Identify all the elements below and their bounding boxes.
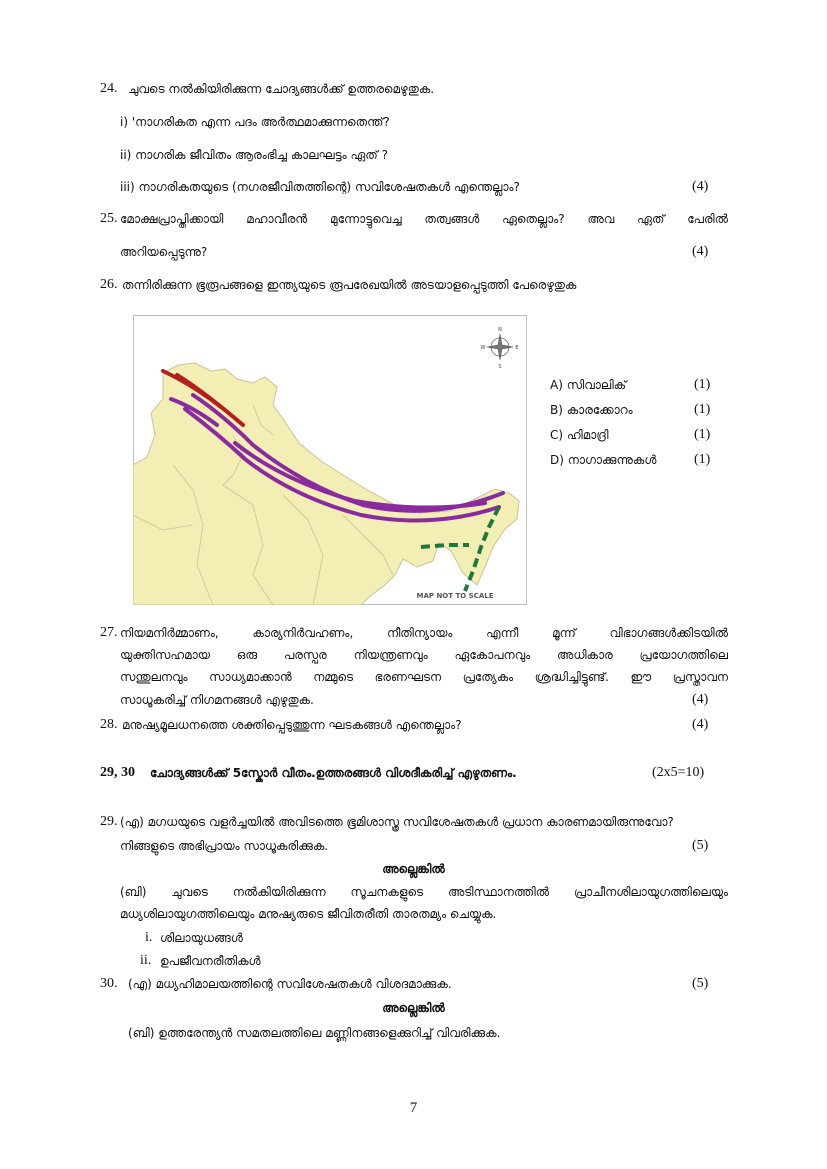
question-text-line2: അറിയപ്പെടുന്നു?	[120, 245, 208, 259]
compass-south: S	[498, 364, 502, 370]
marks: (5)	[692, 838, 709, 853]
marks: (5)	[692, 976, 709, 991]
question-text-line4: സാധൂകരിച്ച് നിഗമനങ്ങൾ എഴുതുക.	[120, 693, 314, 707]
marks: (4)	[692, 244, 709, 259]
list-number: i.	[145, 930, 153, 945]
or-separator: അല്ലെങ്കിൽ	[382, 862, 445, 876]
option-c-marks: (1)	[694, 427, 711, 442]
question-text: ചുവടെ നൽകിയിരിക്കുന്ന ചോദ്യങ്ങൾക്ക് ഉത്തരമെഴുതുക.	[128, 82, 435, 96]
question-number: 27.	[100, 625, 118, 640]
option-d-marks: (1)	[694, 452, 711, 467]
question-text-line1: നിയമനിർമ്മാണം, കാര്യനിർവഹണം, നീതിന്യായം എന്നീ മൂന്ന് വിഭാഗങ്ങൾക്കിടയിൽ	[120, 626, 728, 640]
option-c: C) ഹിമാദ്രി	[550, 428, 609, 442]
marks: (4)	[692, 179, 709, 194]
question-text-line2: യുക്തിസഹമായ ഒരു പരസ്പര നിയന്ത്രണവും ഏകോപനവും അധികാര പ്രയോഗത്തിലെ	[120, 648, 728, 662]
compass-west: W	[480, 345, 486, 351]
list-item: ശിലായുധങ്ങൾ	[160, 931, 243, 945]
question-number: 24.	[100, 81, 118, 96]
or-separator: അല്ലെങ്കിൽ	[382, 1001, 445, 1015]
sub-question-ii: ii) നാഗരിക ജീവിതം ആരംഭിച്ച കാലഘട്ടം ഏത് ?	[120, 148, 388, 162]
question-text-line3: സന്തുലനവും സാധ്യമാക്കാൻ നമ്മുടെ ഭരണഘടന പ്രത്യേകം ശ്രദ്ധിച്ചിട്ടുണ്ട്. ഈ പ്രസ്താവന	[120, 670, 728, 684]
option-a: (എ) മധ്യഹിമാലയത്തിന്റെ സവിശേഷതകൾ വിശദമാക്കുക.	[128, 977, 452, 991]
option-a: A) സിവാലിക്	[550, 378, 627, 392]
question-text-line1: മോക്ഷപ്രാപ്തിക്കായി മഹാവീരൻ മുന്നോട്ടുവെച്ച തത്വങ്ങൾ ഏതെല്ലാം? അവ ഏത് പേരിൽ	[120, 212, 728, 226]
sub-question-i: i) 'നാഗരികത എന്ന പദം അർത്ഥമാക്കുന്നതെന്ത്?	[120, 115, 390, 129]
question-number: 28.	[100, 717, 118, 732]
question-number: 30.	[100, 976, 118, 991]
option-b-line2: മധ്യശിലായുഗത്തിലെയും മനുഷ്യരുടെ ജീവിതരീതി താരതമ്യം ചെയ്യുക.	[120, 907, 497, 921]
list-item: ഉപജീവനരീതികൾ	[160, 954, 261, 968]
page-number: 7	[409, 1100, 418, 1116]
option-a-marks: (1)	[694, 377, 711, 392]
section-text: ചോദ്യങ്ങൾക്ക് 5സ്കോർ വീതം.ഉത്തരങ്ങൾ വിശദീകരിച്ച് എഴുതണം.	[150, 766, 517, 780]
compass-north: N	[498, 327, 502, 333]
sub-question-iii: iii) നാഗരികതയുടെ (നഗരജീവിതത്തിന്റെ) സവിശേഷതകൾ എന്തെല്ലാം?	[120, 180, 520, 194]
question-text: മനുഷ്യമൂലധനത്തെ ശക്തിപ്പെടുത്തുന്ന ഘടകങ്ങൾ എന്തെല്ലാം?	[122, 718, 462, 732]
marks: (4)	[692, 692, 709, 707]
list-number: ii.	[140, 953, 152, 968]
question-number: 25.	[100, 211, 118, 226]
question-text: തന്നിരിക്കുന്ന ഭൂരൂപങ്ങളെ ഇന്ത്യയുടെ രൂപരേഖയിൽ അടയാളപ്പെടുത്തി പേരെഴുതുക	[122, 278, 577, 292]
option-b-line1: (ബി) ചുവടെ നൽകിയിരിക്കുന്ന സൂചനകളുടെ അടിസ്ഥാനത്തിൽ പ്രാചീനശിലായുഗത്തിലെയും	[120, 885, 728, 899]
option-b: (ബി) ഉത്തരേന്ത്യൻ സമതലത്തിലെ മണ്ണിനങ്ങളെക്കുറിച്ച് വിവരിക്കുക.	[128, 1026, 501, 1040]
india-outline-map	[133, 315, 527, 605]
option-d: D) നാഗാക്കുന്നുകൾ	[550, 453, 657, 467]
map-scale-note: MAP NOT TO SCALE	[416, 592, 494, 600]
question-number: 29.	[100, 814, 118, 829]
section-question-numbers: 29, 30	[100, 765, 135, 780]
compass-east: E	[515, 345, 519, 351]
option-b-marks: (1)	[694, 402, 711, 417]
option-a-line1: (എ) മഗധയുടെ വളർച്ചയിൽ അവിടത്തെ ഭൂമിശാസ്ത്ര സവിശേഷതകൾ പ്രധാന കാരണമായിരുന്നുവോ?	[120, 815, 674, 829]
option-a-line2: നിങ്ങളുടെ അഭിപ്രായം സാധൂകരിക്കുക.	[120, 839, 329, 853]
question-number: 26.	[100, 277, 118, 292]
option-b: B) കാരക്കോറം	[550, 403, 633, 417]
section-marks: (2x5=10)	[652, 765, 705, 780]
marks: (4)	[692, 717, 709, 732]
